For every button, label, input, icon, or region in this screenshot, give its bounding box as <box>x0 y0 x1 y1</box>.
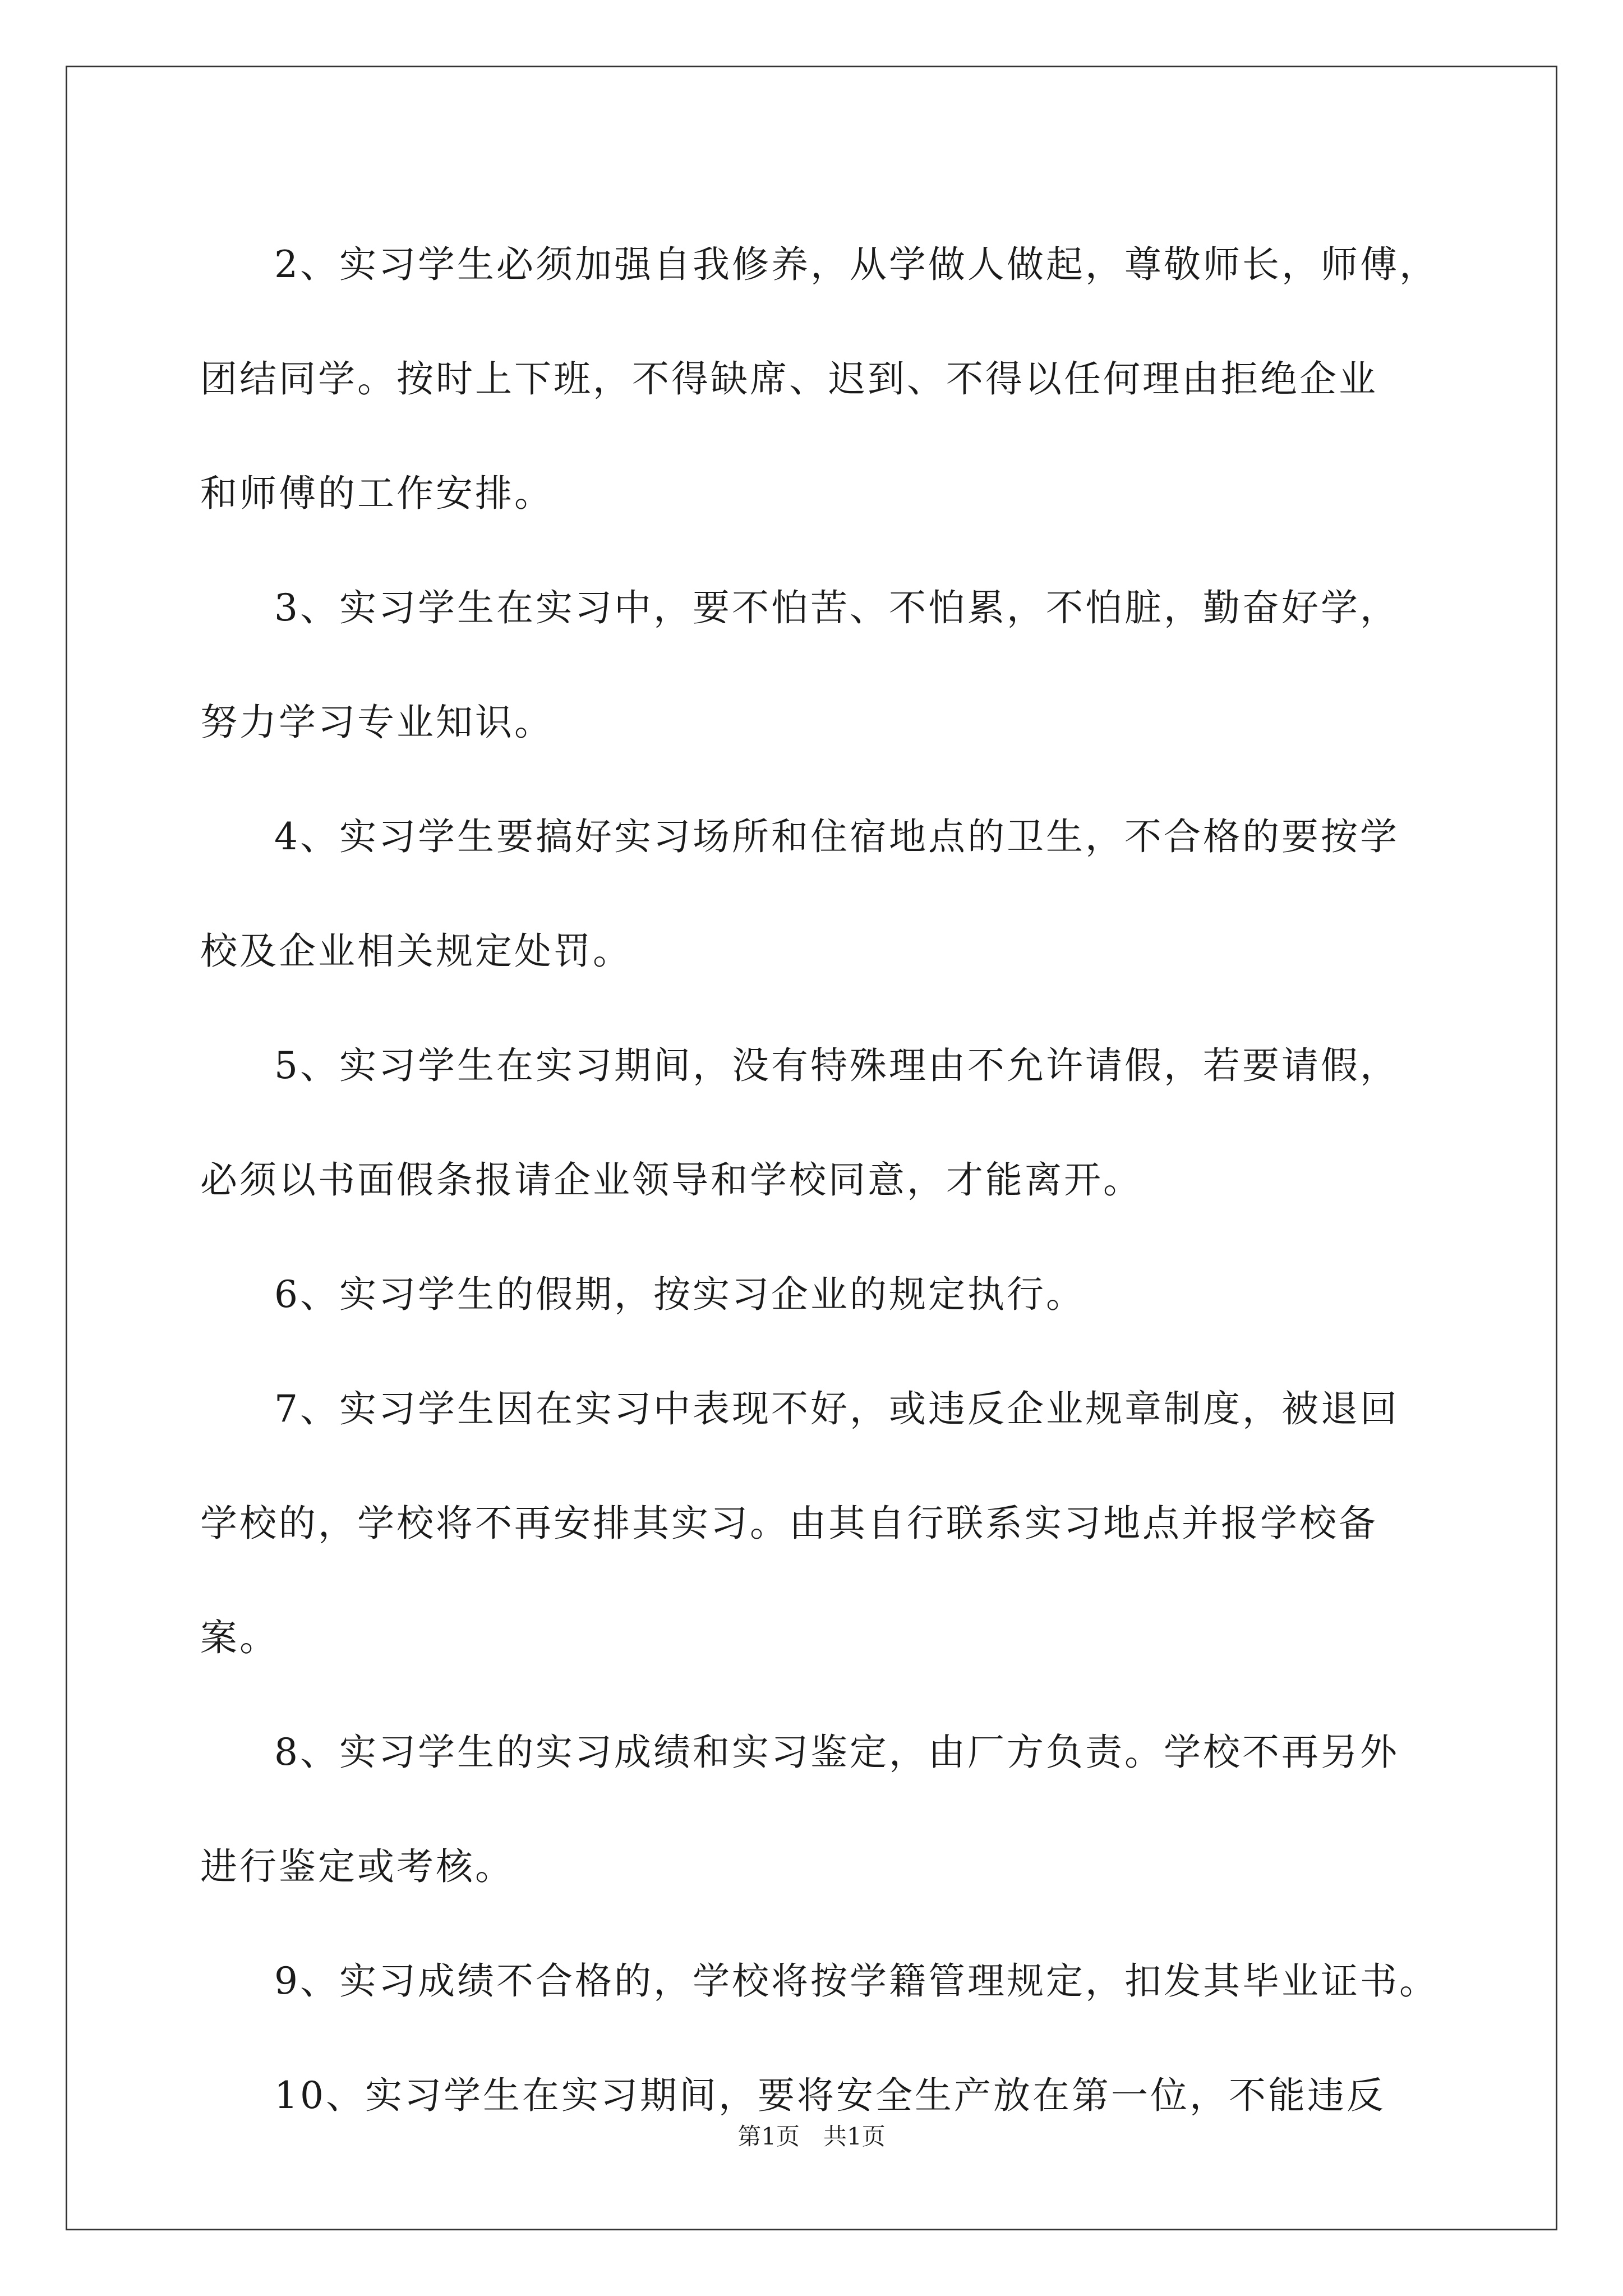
paragraph-line: 8、实习学生的实习成绩和实习鉴定，由厂方负责。学校不再另外 <box>274 1731 1399 1774</box>
paragraph-line: 9、实习成绩不合格的，学校将按学籍管理规定，扣发其毕业证书。 <box>274 1959 1438 2003</box>
paragraph-line: 团结同学。按时上下班，不得缺席、迟到、不得以任何理由拒绝企业 <box>200 357 1378 401</box>
paragraph-2 <box>200 208 1438 551</box>
paragraph-line: 5、实习学生在实习期间，没有特殊理由不允许请假，若要请假， <box>274 1044 1399 1087</box>
paragraph-line: 必须以书面假条报请企业领导和学校同意，才能离开。 <box>200 1158 1142 1202</box>
paragraph-line: 努力学习专业知识。 <box>200 701 554 744</box>
paragraph-8 <box>200 1695 1434 1924</box>
paragraph-line: 10、实习学生在实习期间，要将安全生产放在第一位，不能违反 <box>274 2074 1386 2117</box>
document-body <box>200 208 1438 2153</box>
paragraph-6 <box>200 1237 1434 1352</box>
paragraph-line: 4、实习学生要搞好实习场所和住宿地点的卫生，不合格的要按学 <box>274 815 1399 858</box>
paragraph-line: 和师傅的工作安排。 <box>200 472 554 515</box>
paragraph-line: 3、实习学生在实习中，要不怕苦、不怕累，不怕脏，勤奋好学， <box>274 586 1399 629</box>
paragraph-line: 校及企业相关规定处罚。 <box>200 930 632 973</box>
paragraph-9 <box>200 1924 1438 2039</box>
page-number-footer: 第1页 共1页 <box>737 2123 886 2150</box>
paragraph-line: 6、实习学生的假期，按实习企业的规定执行。 <box>274 1273 1085 1316</box>
paragraph-7 <box>200 1352 1434 1695</box>
paragraph-5 <box>200 1009 1434 1237</box>
paragraph-3 <box>200 551 1434 780</box>
paragraph-line: 案。 <box>200 1616 279 1659</box>
paragraph-line: 学校的，学校将不再安排其实习。由其自行联系实习地点并报学校备 <box>200 1502 1378 1545</box>
paragraph-line: 2、实习学生必须加强自我修养，从学做人做起，尊敬师长，师傅， <box>274 243 1438 286</box>
paragraph-4 <box>200 780 1434 1009</box>
paragraph-line: 7、实习学生因在实习中表现不好，或违反企业规章制度，被退回 <box>274 1387 1399 1430</box>
paragraph-line: 进行鉴定或考核。 <box>200 1845 514 1888</box>
